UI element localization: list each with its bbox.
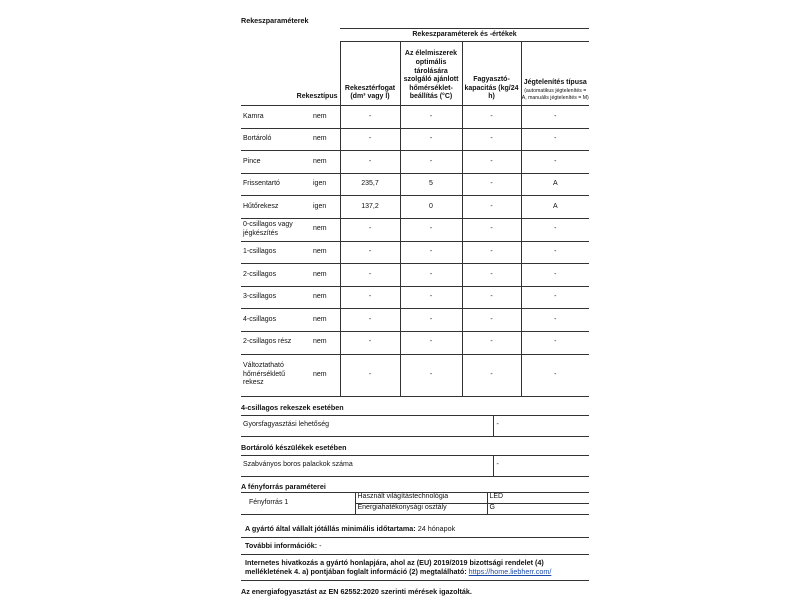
compartment-defrost: - <box>521 151 589 174</box>
compartment-volume: - <box>340 241 400 264</box>
light-class-value: G <box>487 503 589 514</box>
compartment-present: nem <box>301 218 340 241</box>
compartment-name: 2-csillagos rész <box>241 331 301 354</box>
compartment-freeze: - <box>462 106 521 129</box>
document-page <box>241 16 589 597</box>
compartment-temp: - <box>400 218 462 241</box>
col-defrost-subheader: (automatikus jégtelenítés = A, manuális jégtelenítés = M) <box>521 88 589 101</box>
compartment-temp: - <box>400 309 462 332</box>
compartment-present: nem <box>301 264 340 287</box>
compartment-defrost: A <box>521 173 589 196</box>
compartment-table <box>241 28 589 397</box>
compartment-temp: - <box>400 354 462 396</box>
warranty-value: 24 hónapok <box>415 523 456 533</box>
light-table <box>241 492 589 515</box>
compartment-present: nem <box>301 128 340 151</box>
compartment-defrost: - <box>521 106 589 129</box>
light-tech-value: LED <box>487 492 589 503</box>
compartment-name: Hűtőrekesz <box>241 196 301 219</box>
compartment-name: Bortároló <box>241 128 301 151</box>
compartment-volume: - <box>340 218 400 241</box>
compartment-name: 1-csillagos <box>241 241 301 264</box>
table-row <box>241 309 589 332</box>
compartment-temp: - <box>400 286 462 309</box>
light-class-label: Energiahatékonysági osztály <box>355 503 487 514</box>
compartment-freeze: - <box>462 264 521 287</box>
compartment-volume: - <box>340 128 400 151</box>
compartment-freeze: - <box>462 151 521 174</box>
compartment-name: Pince <box>241 151 301 174</box>
fast-freeze-label: Gyorsfagyasztási lehetőség <box>241 415 493 436</box>
compartment-defrost: - <box>521 241 589 264</box>
compartment-freeze: - <box>462 173 521 196</box>
compartment-defrost: - <box>521 286 589 309</box>
compartment-present: nem <box>301 286 340 309</box>
section-title: Rekeszparaméterek <box>241 16 309 25</box>
compartment-temp: - <box>400 241 462 264</box>
compartment-freeze: - <box>462 241 521 264</box>
table-row <box>241 354 589 396</box>
compartment-name: 2-csillagos <box>241 264 301 287</box>
compartment-freeze: - <box>462 128 521 151</box>
compartment-freeze: - <box>462 218 521 241</box>
more-info-value: - <box>317 540 322 550</box>
compartment-present: igen <box>301 173 340 196</box>
col-type-header: Rekesztípus <box>241 42 340 106</box>
compartment-temp: - <box>400 151 462 174</box>
compartment-name: Kamra <box>241 106 301 129</box>
compartment-present: nem <box>301 106 340 129</box>
table-row <box>241 196 589 219</box>
compartment-freeze: - <box>462 309 521 332</box>
compartment-temp: 0 <box>400 196 462 219</box>
footer-note: Az energiafogyasztást az EN 62552:2020 szerinti mérések igazolták. <box>241 586 472 596</box>
more-info-row <box>241 538 589 555</box>
compartment-present: nem <box>301 151 340 174</box>
compartment-defrost: - <box>521 264 589 287</box>
compartment-volume: 137,2 <box>340 196 400 219</box>
compartment-volume: 235,7 <box>340 173 400 196</box>
compartment-temp: - <box>400 106 462 129</box>
compartment-volume: - <box>340 354 400 396</box>
table-row <box>241 218 589 241</box>
compartment-volume: - <box>340 286 400 309</box>
compartment-present: nem <box>301 331 340 354</box>
col-volume-header: Rekesztérfogat (dm³ vagy l) <box>340 42 400 106</box>
manufacturer-link[interactable]: https://home.liebherr.com/ <box>468 567 552 577</box>
compartment-name: Frissentartó <box>241 173 301 196</box>
compartment-volume: - <box>340 151 400 174</box>
compartment-name: 3-csillagos <box>241 286 301 309</box>
table-row <box>241 173 589 196</box>
warranty-label: A gyártó által vállalt jótállás minimális időtartama: <box>245 523 416 533</box>
compartment-temp: - <box>400 331 462 354</box>
compartment-freeze: - <box>462 196 521 219</box>
compartment-freeze: - <box>462 331 521 354</box>
internet-row <box>241 555 589 581</box>
compartment-present: igen <box>301 196 340 219</box>
compartment-volume: - <box>340 106 400 129</box>
group-header: Rekeszparaméterek és -értékek <box>340 29 589 42</box>
wine-title: Bortároló készülékek esetében <box>241 442 347 452</box>
compartment-defrost: - <box>521 309 589 332</box>
table-row <box>241 128 589 151</box>
bottle-count-value: - <box>493 455 589 476</box>
wine-table <box>241 455 589 477</box>
light-title: A fényforrás paraméterei <box>241 481 326 491</box>
compartment-present: nem <box>301 309 340 332</box>
table-row <box>241 106 589 129</box>
four-star-title: 4-csillagos rekeszek esetében <box>241 402 344 412</box>
table-row <box>241 151 589 174</box>
compartment-volume: - <box>340 331 400 354</box>
compartment-defrost: - <box>521 354 589 396</box>
col-freeze-header: Fagyasztó-kapacitás (kg/24 h) <box>462 42 521 106</box>
internet-text: Internetes hivatkozás a gyártó honlapjára, ahol az (EU) 2019/2019 bizottsági rendelet (4) mellékletének 4. a) pontjában foglalt információ (2) megtalálható: <box>245 557 544 577</box>
compartment-temp: - <box>400 128 462 151</box>
compartment-defrost: - <box>521 331 589 354</box>
warranty-row <box>241 521 589 538</box>
light-source-label: Fényforrás 1 <box>241 492 355 514</box>
compartment-name: 0-csillagos vagy jégkészítés <box>241 218 301 241</box>
compartment-freeze: - <box>462 286 521 309</box>
compartment-volume: - <box>340 309 400 332</box>
compartment-temp: - <box>400 264 462 287</box>
bottle-count-label: Szabványos boros palackok száma <box>241 455 493 476</box>
compartment-freeze: - <box>462 354 521 396</box>
fast-freeze-value: - <box>493 415 589 436</box>
compartment-name: Változtatható hőmérsékletű rekesz <box>241 354 301 396</box>
light-tech-label: Használt világítástechnológia <box>355 492 487 503</box>
compartment-defrost: - <box>521 128 589 151</box>
more-info-label: További információk: <box>245 540 318 550</box>
table-row <box>241 331 589 354</box>
compartment-present: nem <box>301 354 340 396</box>
compartment-volume: - <box>340 264 400 287</box>
col-temp-header: Az élelmiszerek optimális tárolására szolgáló ajánlott hőmérséklet-beállítás (°C) <box>400 42 462 106</box>
col-defrost-header: Jégtelenítés típusa (automatikus jégtelenítés = A, manuális jégtelenítés = M) <box>521 42 589 106</box>
four-star-table <box>241 415 589 437</box>
compartment-defrost: - <box>521 218 589 241</box>
compartment-name: 4-csillagos <box>241 309 301 332</box>
compartment-temp: 5 <box>400 173 462 196</box>
compartment-defrost: A <box>521 196 589 219</box>
table-row <box>241 286 589 309</box>
compartment-present: nem <box>301 241 340 264</box>
table-row <box>241 264 589 287</box>
table-row <box>241 241 589 264</box>
